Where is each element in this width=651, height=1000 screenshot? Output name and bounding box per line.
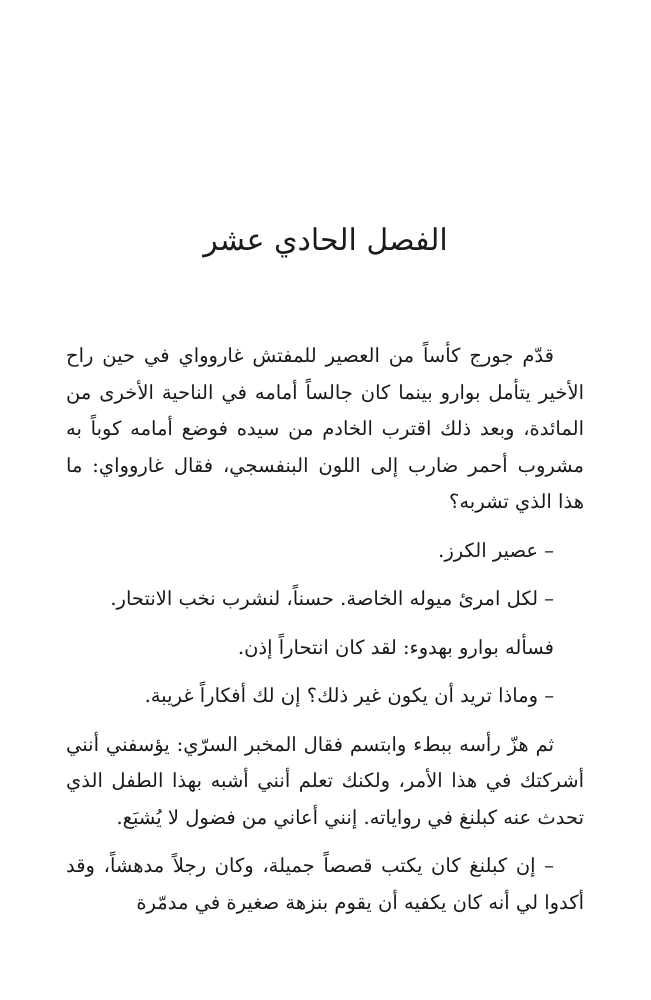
dialogue-line: – وماذا تريد أن يكون غير ذلك؟ إن لك أفكاراً غريبة. — [144, 684, 554, 707]
chapter-title: الفصل الحادي عشر — [203, 223, 448, 258]
paragraph: قدّم جورج كأساً من العصير للمفتش غاروواي في حين راح الأخير يتأمل بوارو بينما كان جالساً أمامه في الناحية الأخرى من المائدة، وبعد ذلك اقترب الخادم من سيده فوضع أمامه كوباً به مشروب أحمر ضارب إلى اللون البنفسجي، فقال غاروواي: ما هذا الذي تشربه؟ — [66, 344, 584, 513]
paragraph: فسأله بوارو بهدوء: لقد كان انتحاراً إذن. — [237, 635, 554, 659]
dialogue-line: – لكل امرئ ميوله الخاصة. حسناً، لنشرب نخب الانتحار. — [110, 587, 554, 610]
paragraph: ثم هزّ رأسه ببطء وابتسم فقال المخبر السرّي: يؤسفني أنني أشركتك في هذا الأمر، ولكنك تعلم أنني أشبه بهذا الطفل الذي تحدث عنه كبلنغ في رواياته. إنني أعاني من فضول لا يُشبَع. — [66, 732, 584, 829]
dialogue-line: – عصير الكرز. — [438, 538, 554, 562]
chapter-body — [66, 338, 584, 933]
dialogue-line: – إن كبلنغ كان يكتب قصصاً جميلة، وكان رجلاً مدهشاً، وقد أكدوا لي أنه كان يكفيه أن يقوم بنزهة صغيرة في مدمّرة — [66, 854, 584, 914]
